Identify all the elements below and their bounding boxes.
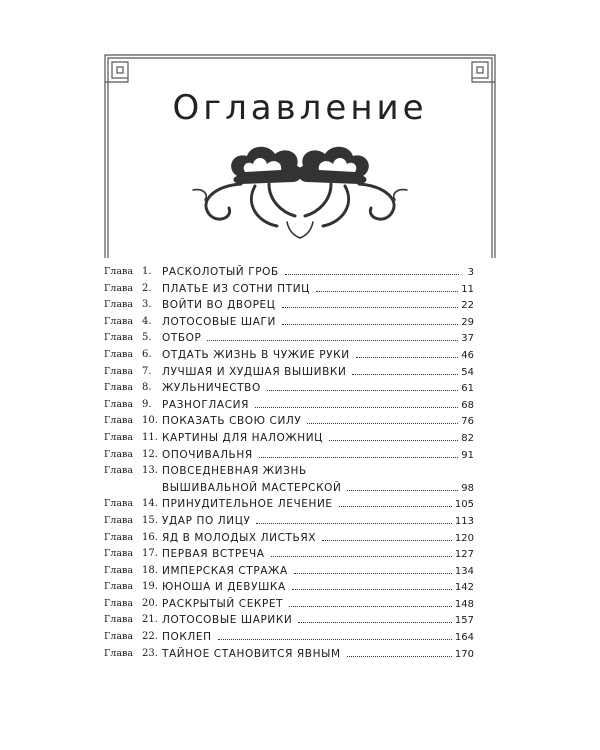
page-number: 120	[454, 532, 474, 544]
fret-corner-left	[105, 55, 134, 82]
chapter-label: Глава	[104, 631, 134, 643]
chapter-label: Глава	[104, 365, 134, 377]
dot-leader	[329, 431, 458, 441]
chapter-entry	[162, 612, 474, 630]
chapter-label: Глава	[104, 465, 134, 477]
chapter-title: ТАЙНОЕ СТАНОВИТСЯ ЯВНЫМ	[162, 647, 341, 660]
dot-leader	[322, 531, 452, 541]
toc-row[interactable]	[104, 579, 474, 596]
toc-row[interactable]	[104, 330, 474, 347]
toc-row[interactable]	[104, 447, 474, 464]
dot-leader	[298, 613, 452, 623]
chapter-title: ОТДАТЬ ЖИЗНЬ В ЧУЖИЕ РУКИ	[162, 348, 350, 361]
chapter-entry	[162, 579, 474, 597]
chapter-number: 15.	[142, 514, 158, 526]
chapter-entry	[162, 347, 474, 365]
dot-leader	[352, 365, 458, 375]
chapter-title: ЮНОША И ДЕВУШКА	[162, 581, 286, 594]
toc-row[interactable]	[104, 513, 474, 530]
chapter-number: 2.	[142, 282, 152, 294]
chapter-label: Глава	[104, 315, 134, 327]
chapter-number: 11.	[142, 431, 158, 443]
page-number: 98	[461, 482, 474, 494]
chapter-title: ЛОТОСОВЫЕ ШАГИ	[162, 315, 276, 328]
page-number: 22	[461, 300, 474, 312]
dot-leader	[267, 381, 458, 391]
chapter-title: РАСКРЫТЫЙ СЕКРЕТ	[162, 597, 284, 610]
chapter-title: ВЫШИВАЛЬНОЙ МАСТЕРСКОЙ	[162, 481, 342, 494]
chapter-number: 18.	[142, 564, 158, 576]
toc-row[interactable]	[104, 546, 474, 563]
page-number: 127	[454, 549, 474, 561]
chapter-number: 3.	[142, 299, 152, 311]
page-number: 91	[461, 449, 474, 461]
chapter-entry	[162, 563, 474, 581]
dot-leader	[339, 497, 452, 507]
page-number: 54	[461, 366, 474, 378]
chapter-label: Глава	[104, 299, 134, 311]
chapter-number: 13.	[142, 465, 158, 477]
chapter-number: 17.	[142, 548, 158, 560]
chapter-number: 22.	[142, 631, 158, 643]
fret-corner-right	[466, 55, 495, 82]
dot-leader	[218, 630, 452, 640]
chapter-label: Глава	[104, 531, 134, 543]
page-number: 105	[454, 499, 474, 511]
chapter-title: ИМПЕРСКАЯ СТРАЖА	[162, 564, 288, 577]
toc-row[interactable]	[104, 281, 474, 298]
chapter-title: ОТБОР	[162, 332, 202, 345]
dot-leader	[259, 448, 459, 458]
page-title: Оглавление	[172, 88, 428, 128]
toc-row[interactable]	[104, 413, 474, 430]
dot-leader	[282, 298, 459, 308]
page-number: 134	[454, 565, 474, 577]
page-number: 82	[461, 432, 474, 444]
chapter-number: 7.	[142, 365, 152, 377]
chapter-label: Глава	[104, 348, 134, 360]
page-number: 37	[461, 333, 474, 345]
chapter-title: ПЛАТЬЕ ИЗ СОТНИ ПТИЦ	[162, 282, 310, 295]
chapter-number: 20.	[142, 597, 158, 609]
chapter-label: Глава	[104, 564, 134, 576]
chapter-entry	[162, 281, 474, 299]
chapter-label: Глава	[104, 415, 134, 427]
chapter-entry	[162, 413, 474, 431]
page-number: 61	[461, 383, 474, 395]
chapter-label: Глава	[104, 581, 134, 593]
chapter-title: ПОКАЗАТЬ СВОЮ СИЛУ	[162, 415, 302, 428]
chapter-number: 5.	[142, 332, 152, 344]
dot-leader	[271, 547, 452, 557]
page-number: 46	[461, 349, 474, 361]
chapter-number: 1.	[142, 266, 152, 277]
toc-row[interactable]	[104, 264, 474, 281]
page-number: 142	[454, 582, 474, 594]
dot-leader	[347, 481, 458, 491]
dot-leader	[294, 564, 452, 574]
toc-row[interactable]	[104, 480, 474, 497]
dot-leader	[207, 331, 458, 341]
toc-row[interactable]	[104, 563, 474, 580]
page-number: 29	[461, 316, 474, 328]
chapter-entry	[162, 397, 474, 415]
dot-leader	[282, 315, 458, 325]
chapter-title: ПОВСЕДНЕВНАЯ ЖИЗНЬ	[162, 465, 307, 478]
toc-row[interactable]	[104, 646, 474, 663]
page-number: 113	[454, 515, 474, 527]
toc-row[interactable]	[104, 347, 474, 364]
dot-leader	[292, 580, 452, 590]
chapter-entry	[162, 530, 474, 548]
chapter-label: Глава	[104, 431, 134, 443]
toc-row[interactable]	[104, 596, 474, 613]
dot-leader	[256, 514, 451, 524]
toc-row[interactable]	[104, 629, 474, 646]
chapter-label: Глава	[104, 614, 134, 626]
chapter-entry	[162, 546, 474, 564]
chapter-label: Глава	[104, 398, 134, 410]
chapter-title: РАЗНОГЛАСИЯ	[162, 398, 249, 411]
page-number: 157	[454, 615, 474, 627]
chapter-number: 23.	[142, 647, 158, 659]
chapter-label: Глава	[104, 597, 134, 609]
chapter-entry	[162, 297, 474, 315]
chapter-title: ЯД В МОЛОДЫХ ЛИСТЬЯХ	[162, 531, 317, 544]
chapter-number: 4.	[142, 315, 152, 327]
chapter-entry	[162, 646, 474, 664]
chapter-title: ЛУЧШАЯ И ХУДШАЯ ВЫШИВКИ	[162, 365, 347, 378]
chapter-label: Глава	[104, 514, 134, 526]
page-number: 3	[467, 267, 474, 278]
chapter-entry	[162, 364, 474, 382]
chapter-label: Глава	[104, 382, 134, 394]
dot-leader	[347, 647, 452, 657]
chapter-title: ПРИНУДИТЕЛЬНОЕ ЛЕЧЕНИЕ	[162, 498, 333, 511]
chapter-entry	[162, 463, 474, 480]
dot-leader	[307, 414, 458, 424]
chapter-title: УДАР ПО ЛИЦУ	[162, 514, 251, 527]
chapter-title: ПОКЛЕП	[162, 631, 212, 644]
chapter-number: 12.	[142, 448, 158, 460]
toc-row[interactable]	[104, 380, 474, 397]
chapter-label: Глава	[104, 498, 134, 510]
chapter-number: 10.	[142, 415, 158, 427]
toc-row[interactable]	[104, 397, 474, 414]
chapter-title: КАРТИНЫ ДЛЯ НАЛОЖНИЦ	[162, 431, 323, 444]
chapter-label: Глава	[104, 266, 134, 277]
toc-row[interactable]	[104, 314, 474, 331]
toc-row[interactable]	[104, 364, 474, 381]
cloud-ornament-icon	[185, 138, 415, 243]
chapter-entry	[162, 264, 474, 282]
chapter-title: ВОЙТИ ВО ДВОРЕЦ	[162, 299, 276, 312]
chapter-number: 14.	[142, 498, 158, 510]
toc-row[interactable]	[104, 463, 474, 480]
table-of-contents	[104, 264, 474, 662]
chapter-number: 19.	[142, 581, 158, 593]
page-number: 148	[454, 598, 474, 610]
chapter-number: 9.	[142, 398, 152, 410]
page-number: 164	[454, 632, 474, 644]
chapter-title: ЛОТОСОВЫЕ ШАРИКИ	[162, 614, 293, 627]
chapter-number: 8.	[142, 382, 152, 394]
chapter-entry	[162, 430, 474, 448]
chapter-label: Глава	[104, 332, 134, 344]
chapter-title: ПЕРВАЯ ВСТРЕЧА	[162, 548, 265, 561]
chapter-number: 6.	[142, 348, 152, 360]
chapter-entry	[162, 447, 474, 465]
toc-row[interactable]	[104, 297, 474, 314]
page-number: 11	[461, 283, 474, 295]
toc-row[interactable]	[104, 496, 474, 513]
chapter-entry	[162, 513, 474, 531]
dot-leader	[285, 265, 459, 275]
chapter-title: РАСКОЛОТЫЙ ГРОБ	[162, 266, 279, 278]
toc-row[interactable]	[104, 530, 474, 547]
chapter-entry	[162, 330, 474, 348]
chapter-title: ОПОЧИВАЛЬНЯ	[162, 448, 253, 461]
dot-leader	[356, 348, 459, 358]
page-number: 76	[461, 416, 474, 428]
chapter-entry	[162, 629, 474, 647]
chapter-label: Глава	[104, 548, 134, 560]
page-number: 170	[454, 648, 474, 660]
chapter-entry	[162, 496, 474, 514]
toc-row[interactable]	[104, 430, 474, 447]
chapter-label: Глава	[104, 647, 134, 659]
chapter-title: ЖУЛЬНИЧЕСТВО	[162, 382, 261, 395]
toc-row[interactable]	[104, 612, 474, 629]
chapter-number: 21.	[142, 614, 158, 626]
chapter-entry	[162, 480, 474, 498]
dot-leader	[289, 597, 452, 607]
chapter-entry	[162, 380, 474, 398]
page-number: 68	[461, 399, 474, 411]
chapter-entry	[162, 596, 474, 614]
dot-leader	[316, 282, 458, 292]
chapter-label: Глава	[104, 282, 134, 294]
dot-leader	[255, 398, 458, 408]
chapter-entry	[162, 314, 474, 332]
chapter-label: Глава	[104, 448, 134, 460]
chapter-number: 16.	[142, 531, 158, 543]
